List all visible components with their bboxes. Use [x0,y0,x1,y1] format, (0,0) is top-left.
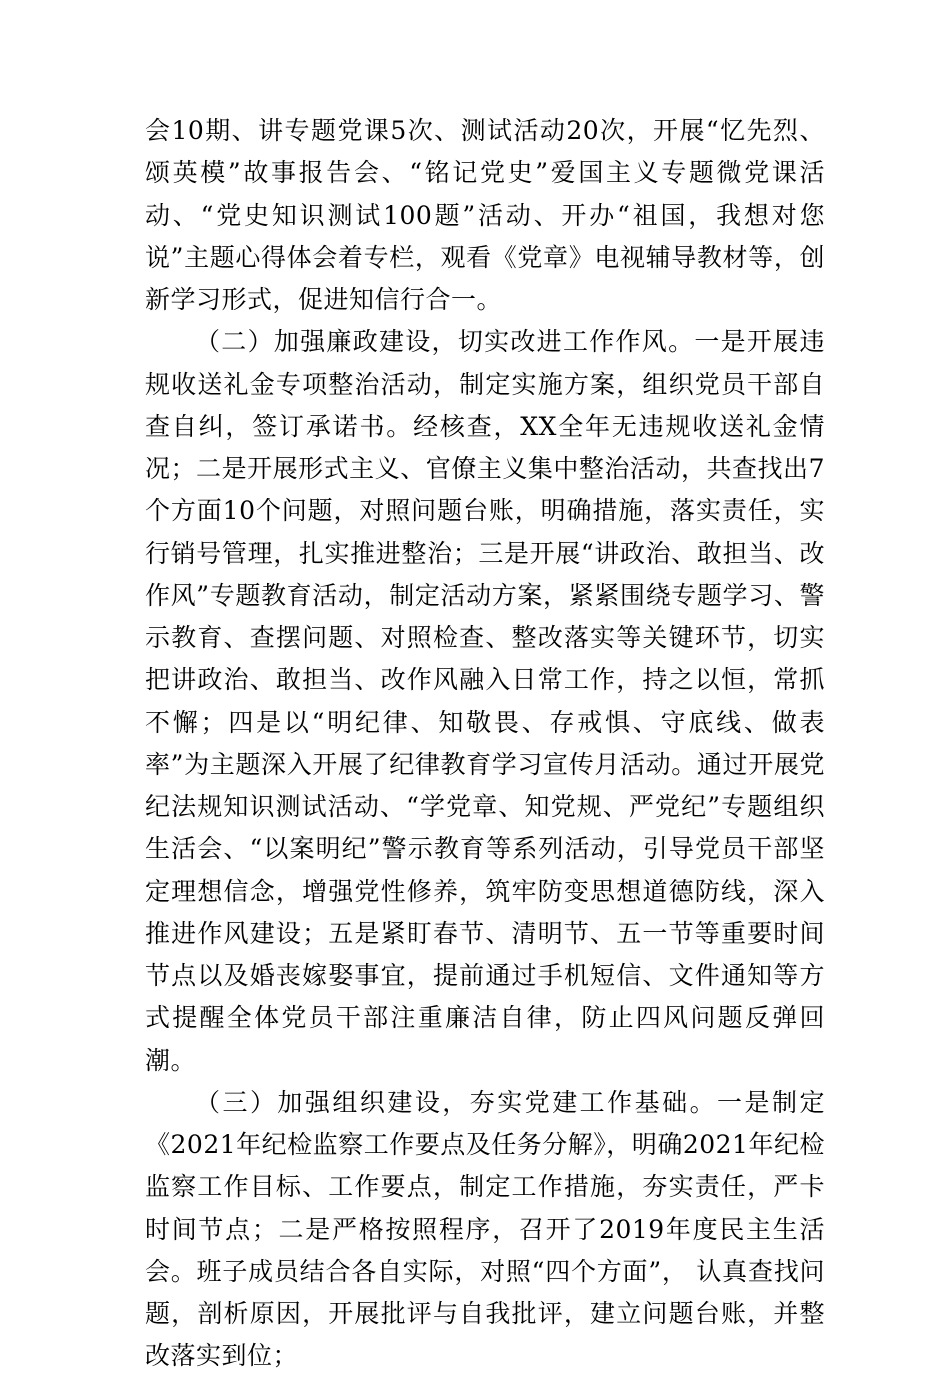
paragraph-organization-building: （三）加强组织建设，夯实党建工作基础。一是制定《2021年纪检监察工作要点及任务分解》，明确2021年纪检监察工作目标、工作要点，制定工作措施，夯实责任，严卡时间节点；二是严格按照程序，召开了2019年度民主生活会。班子成员结合各自实际，对照“四个方面”， 认真查找问题，剖析原因，开展批评与自我批评，建立问题台账，并整改落实到位； [145,1087,825,1371]
document-page [145,110,825,1378]
paragraph-integrity-building: （二）加强廉政建设，切实改进工作作风。一是开展违规收送礼金专项整治活动，制定实施方案，组织党员干部自查自纠，签订承诺书。经核查，XX全年无违规收送礼金情况；二是开展形式主义、官僚主义集中整治活动，共查找出7个方面10个问题，对照问题台账，明确措施，落实责任，实行销号管理，扎实推进整治；三是开展“讲政治、敢担当、改作风”专题教育活动，制定活动方案，紧紧围绕专题学习、警示教育、查摆问题、对照检查、整改落实等关键环节，切实把讲政治、敢担当、改作风融入日常工作，持之以恒，常抓不懈；四是以“明纪律、知敬畏、存戒惧、守底线、做表率”为主题深入开展了纪律教育学习宣传月活动。通过开展党纪法规知识测试活动、“学党章、知党规、严党纪”专题组织生活会、“以案明纪”警示教育等系列活动，引导党员干部坚定理想信念，增强党性修养，筑牢防变思想道德防线，深入推进作风建设；五是紧盯春节、清明节、五一节等重要时间节点以及婚丧嫁娶事宜，提前通过手机短信、文件通知等方式提醒全体党员干部注重廉洁自律，防止四风问题反弹回潮。 [145,327,825,1075]
paragraph-study-activities: 会10期、讲专题党课5次、测试活动20次，开展“忆先烈、颂英模”故事报告会、“铭记党史”爱国主义专题微党课活动、“党史知识测试100题”活动、开办“祖国，我想对您说”主题心得体会着专栏，观看《党章》电视辅导教材等，创新学习形式，促进知信行合一。 [145,116,825,314]
